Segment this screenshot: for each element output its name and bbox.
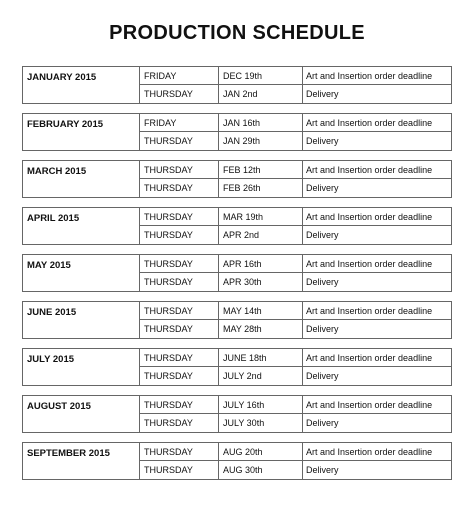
column-divider: [218, 67, 219, 103]
month-block-march: [22, 160, 452, 198]
month-block-july: [22, 348, 452, 386]
day-cell: THURSDAY: [144, 230, 193, 240]
schedule-row: [139, 461, 451, 479]
date-cell: DEC 19th: [223, 71, 263, 81]
day-cell: THURSDAY: [144, 447, 193, 457]
task-cell: Art and Insertion order deadline: [306, 71, 433, 81]
month-label: SEPTEMBER 2015: [27, 448, 110, 459]
schedule-row: [139, 367, 451, 385]
day-cell: FRIDAY: [144, 71, 177, 81]
schedule-row: [139, 132, 451, 150]
day-cell: THURSDAY: [144, 277, 193, 287]
day-cell: THURSDAY: [144, 324, 193, 334]
schedule-row: [139, 226, 451, 244]
month-label: APRIL 2015: [27, 213, 80, 224]
schedule-row: [139, 179, 451, 197]
date-cell: MAY 28th: [223, 324, 262, 334]
month-block-february: [22, 113, 452, 151]
schedule-row: [139, 67, 451, 85]
month-block-may: [22, 254, 452, 292]
column-divider: [218, 114, 219, 150]
column-divider: [302, 349, 303, 385]
task-cell: Art and Insertion order deadline: [306, 118, 433, 128]
task-cell: Art and Insertion order deadline: [306, 447, 433, 457]
task-cell: Delivery: [306, 324, 339, 334]
schedule-row: [139, 208, 451, 226]
date-cell: APR 2nd: [223, 230, 260, 240]
task-cell: Art and Insertion order deadline: [306, 306, 433, 316]
date-cell: JUNE 18th: [223, 353, 267, 363]
column-divider: [302, 114, 303, 150]
day-cell: THURSDAY: [144, 353, 193, 363]
month-label: MAY 2015: [27, 260, 71, 271]
column-divider: [218, 349, 219, 385]
month-label: JUNE 2015: [27, 307, 77, 318]
date-cell: FEB 12th: [223, 165, 261, 175]
schedule-row: [139, 255, 451, 273]
month-label: JULY 2015: [27, 354, 75, 365]
column-divider: [218, 443, 219, 479]
day-cell: THURSDAY: [144, 136, 193, 146]
month-block-january: [22, 66, 452, 104]
day-cell: THURSDAY: [144, 212, 193, 222]
day-cell: THURSDAY: [144, 371, 193, 381]
page-title: PRODUCTION SCHEDULE: [109, 22, 365, 44]
date-cell: AUG 20th: [223, 447, 263, 457]
column-divider: [218, 161, 219, 197]
month-label: JANUARY 2015: [27, 72, 97, 83]
month-label: MARCH 2015: [27, 166, 87, 177]
month-block-august: [22, 395, 452, 433]
column-divider: [302, 161, 303, 197]
month-label: FEBRUARY 2015: [27, 119, 104, 130]
column-divider: [302, 302, 303, 338]
day-cell: THURSDAY: [144, 306, 193, 316]
schedule-row: [139, 114, 451, 132]
task-cell: Delivery: [306, 465, 339, 475]
date-cell: JAN 2nd: [223, 89, 258, 99]
task-cell: Delivery: [306, 136, 339, 146]
schedule-row: [139, 349, 451, 367]
date-cell: JAN 29th: [223, 136, 261, 146]
day-cell: THURSDAY: [144, 418, 193, 428]
day-cell: FRIDAY: [144, 118, 177, 128]
date-cell: JULY 30th: [223, 418, 265, 428]
date-cell: JULY 2nd: [223, 371, 262, 381]
date-cell: AUG 30th: [223, 465, 263, 475]
task-cell: Art and Insertion order deadline: [306, 259, 433, 269]
task-cell: Art and Insertion order deadline: [306, 400, 433, 410]
task-cell: Art and Insertion order deadline: [306, 353, 433, 363]
date-cell: APR 16th: [223, 259, 262, 269]
schedule-row: [139, 273, 451, 291]
schedule-row: [139, 85, 451, 103]
column-divider: [302, 67, 303, 103]
task-cell: Delivery: [306, 183, 339, 193]
schedule-row: [139, 320, 451, 338]
month-label: AUGUST 2015: [27, 401, 91, 412]
day-cell: THURSDAY: [144, 183, 193, 193]
schedule-row: [139, 396, 451, 414]
task-cell: Delivery: [306, 418, 339, 428]
column-divider: [302, 208, 303, 244]
schedule-table: [22, 66, 452, 489]
column-divider: [218, 396, 219, 432]
month-block-june: [22, 301, 452, 339]
schedule-row: [139, 302, 451, 320]
task-cell: Art and Insertion order deadline: [306, 212, 433, 222]
day-cell: THURSDAY: [144, 259, 193, 269]
column-divider: [302, 255, 303, 291]
date-cell: MAR 19th: [223, 212, 264, 222]
schedule-row: [139, 443, 451, 461]
date-cell: JAN 16th: [223, 118, 261, 128]
task-cell: Delivery: [306, 230, 339, 240]
schedule-row: [139, 161, 451, 179]
day-cell: THURSDAY: [144, 465, 193, 475]
day-cell: THURSDAY: [144, 165, 193, 175]
day-cell: THURSDAY: [144, 89, 193, 99]
column-divider: [218, 255, 219, 291]
date-cell: MAY 14th: [223, 306, 262, 316]
task-cell: Delivery: [306, 89, 339, 99]
column-divider: [302, 443, 303, 479]
day-cell: THURSDAY: [144, 400, 193, 410]
month-block-september: [22, 442, 452, 480]
date-cell: APR 30th: [223, 277, 262, 287]
task-cell: Art and Insertion order deadline: [306, 165, 433, 175]
column-divider: [302, 396, 303, 432]
month-block-april: [22, 207, 452, 245]
task-cell: Delivery: [306, 371, 339, 381]
column-divider: [218, 208, 219, 244]
task-cell: Delivery: [306, 277, 339, 287]
date-cell: JULY 16th: [223, 400, 265, 410]
date-cell: FEB 26th: [223, 183, 261, 193]
schedule-row: [139, 414, 451, 432]
column-divider: [218, 302, 219, 338]
